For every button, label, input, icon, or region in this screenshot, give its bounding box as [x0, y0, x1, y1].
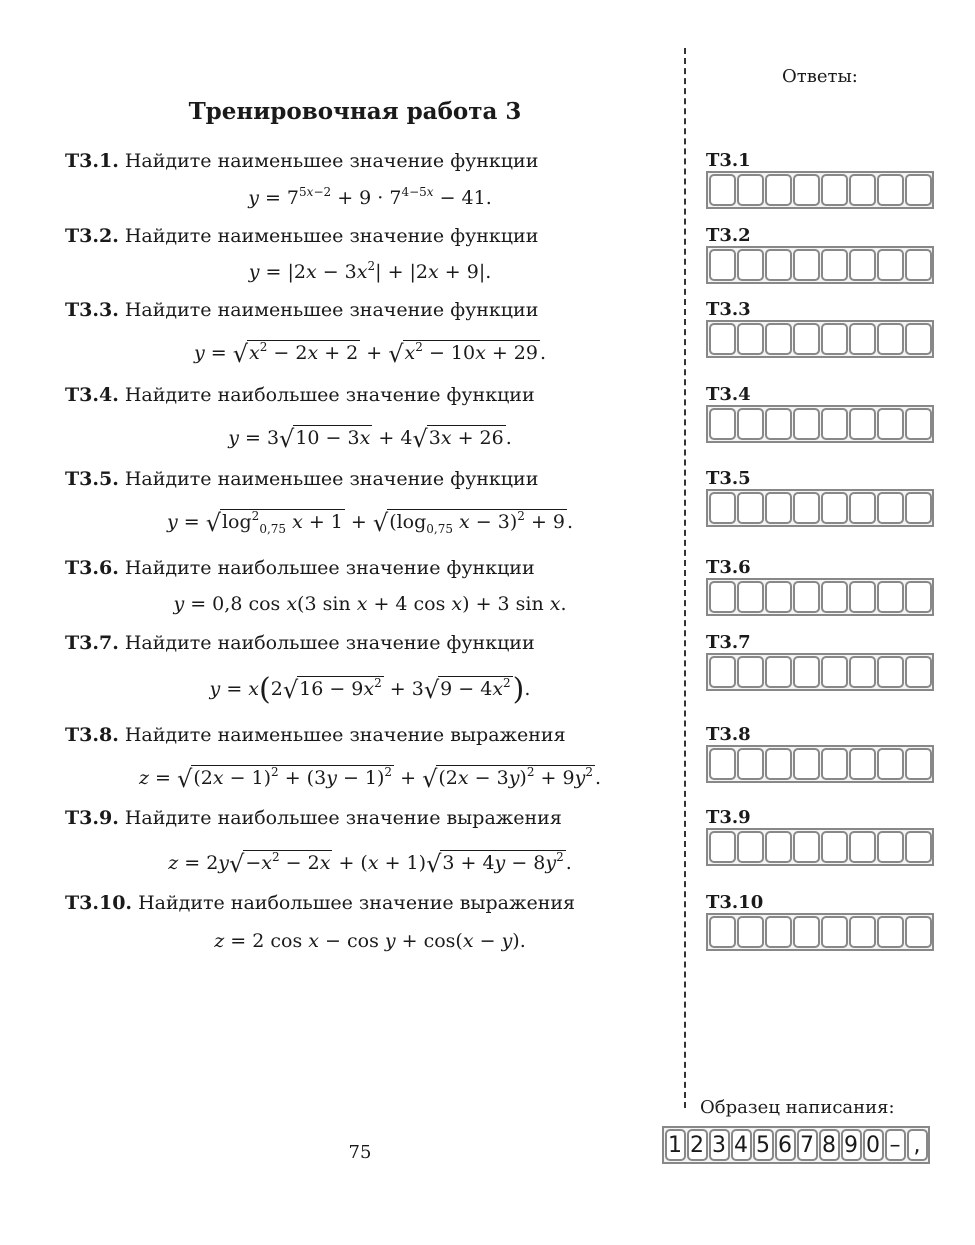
answer-label: Т3.10 — [706, 892, 764, 913]
problem-8 — [65, 723, 675, 793]
answer-cell[interactable] — [709, 831, 736, 863]
answer-cell[interactable] — [877, 656, 904, 688]
formula-10: z = 2 cos x − cos y + cos(x − y). — [214, 930, 526, 952]
answer-cell[interactable] — [849, 249, 876, 281]
answer-cell[interactable] — [709, 408, 736, 440]
answer-label: Т3.4 — [706, 384, 751, 405]
answer-cell[interactable] — [849, 831, 876, 863]
answer-cells[interactable] — [706, 489, 934, 527]
problem-number: Т3.9. — [65, 807, 119, 829]
answer-cells[interactable] — [706, 745, 934, 783]
answer-cell[interactable] — [709, 656, 736, 688]
answer-cell[interactable] — [793, 323, 820, 355]
answer-cell[interactable] — [905, 323, 932, 355]
answer-cell[interactable] — [709, 249, 736, 281]
formula-3: $y = √x^2 - 2x + 2 + √x^2 - 10x + 29$ . — [193, 340, 547, 368]
problem-text: Найдите наименьшее значение функции — [118, 150, 539, 172]
answer-cell[interactable] — [709, 581, 736, 613]
problem-text: Найдите наибольшее значение функции — [118, 632, 535, 654]
problem-10 — [65, 891, 675, 952]
answer-cell[interactable] — [765, 748, 792, 780]
answer-label: Т3.1 — [706, 150, 751, 171]
formula-6: y = 0,8 cos x(3 sin x + 4 cos x) + 3 sin x. — [173, 593, 567, 615]
sample-char: 9 — [841, 1129, 862, 1161]
answer-cell[interactable] — [849, 408, 876, 440]
answer-cell[interactable] — [877, 174, 904, 206]
answer-cell[interactable] — [877, 408, 904, 440]
answer-cell[interactable] — [793, 748, 820, 780]
answer-cell[interactable] — [737, 916, 764, 948]
answer-cell[interactable] — [821, 249, 848, 281]
answer-cell[interactable] — [849, 656, 876, 688]
answer-cell[interactable] — [709, 492, 736, 524]
answer-cell[interactable] — [877, 323, 904, 355]
answer-cells[interactable] — [706, 828, 934, 866]
sample-label: Образец написания: — [700, 1097, 895, 1118]
answer-cell[interactable] — [765, 323, 792, 355]
dashed-divider — [684, 48, 686, 1108]
problem-number: Т3.1. — [65, 150, 119, 172]
answer-block-7 — [706, 634, 934, 691]
answer-cell[interactable] — [709, 323, 736, 355]
answer-cell[interactable] — [793, 916, 820, 948]
answer-cell[interactable] — [737, 581, 764, 613]
answer-cell[interactable] — [821, 492, 848, 524]
problem-text: Найдите наибольшее значение функции — [118, 557, 535, 579]
sample-char: 4 — [731, 1129, 752, 1161]
answer-cell[interactable] — [849, 581, 876, 613]
sample-char: 3 — [709, 1129, 730, 1161]
answer-cell[interactable] — [793, 408, 820, 440]
answers-heading: Ответы: — [782, 66, 858, 87]
sample-char: 2 — [687, 1129, 708, 1161]
answer-cell[interactable] — [793, 492, 820, 524]
answer-block-10 — [706, 894, 934, 951]
answer-cell[interactable] — [905, 408, 932, 440]
problem-9 — [65, 806, 675, 878]
answer-cell[interactable] — [877, 748, 904, 780]
answer-cell[interactable] — [821, 831, 848, 863]
answer-block-4 — [706, 386, 934, 443]
answer-cell[interactable] — [821, 748, 848, 780]
answer-cell[interactable] — [905, 748, 932, 780]
answer-cell[interactable] — [765, 831, 792, 863]
problem-text: Найдите наибольшее значение выражения — [118, 807, 562, 829]
answer-cells[interactable] — [706, 913, 934, 951]
answer-cell[interactable] — [821, 581, 848, 613]
formula-7: $y = x(2√16 - 9x^2 + 3√9 - 4x^2)$. — [209, 672, 531, 707]
sample-writing-strip — [662, 1126, 930, 1164]
problem-number: Т3.2. — [65, 225, 119, 247]
problem-number: Т3.3. — [65, 299, 119, 321]
answer-cell[interactable] — [849, 174, 876, 206]
problem-3 — [65, 298, 675, 368]
sample-char: , — [907, 1129, 928, 1161]
answer-cell[interactable] — [765, 492, 792, 524]
answer-label: Т3.3 — [706, 299, 751, 320]
answer-cell[interactable] — [905, 249, 932, 281]
problem-text: Найдите наименьшее значение функции — [118, 299, 539, 321]
answer-cell[interactable] — [737, 249, 764, 281]
answer-block-2 — [706, 227, 934, 284]
answer-cell[interactable] — [793, 249, 820, 281]
answer-cell[interactable] — [821, 656, 848, 688]
sample-char: 6 — [775, 1129, 796, 1161]
problem-number: Т3.7. — [65, 632, 119, 654]
problem-text: Найдите наименьшее значение функции — [118, 468, 539, 490]
answer-cell[interactable] — [821, 916, 848, 948]
answer-block-8 — [706, 726, 934, 783]
answer-block-1 — [706, 152, 934, 209]
answer-block-6 — [706, 559, 934, 616]
problem-5 — [65, 467, 675, 537]
formula-4: y = 3√10 − 3x + 4√3x + 26 . — [228, 425, 512, 453]
answer-block-5 — [706, 470, 934, 527]
problem-1 — [65, 149, 675, 209]
answer-cell[interactable] — [765, 656, 792, 688]
answer-cell[interactable] — [709, 174, 736, 206]
problem-number: Т3.4. — [65, 384, 119, 406]
problem-4 — [65, 383, 675, 453]
problem-7 — [65, 631, 675, 707]
answer-cell[interactable] — [821, 174, 848, 206]
problem-text: Найдите наименьшее значение выражения — [118, 724, 566, 746]
answer-cells[interactable] — [706, 405, 934, 443]
answer-cells[interactable] — [706, 578, 934, 616]
problem-number: Т3.5. — [65, 468, 119, 490]
problem-number: Т3.6. — [65, 557, 119, 579]
formula-2: $y = |2x - 3x^2| + |2x + 9|$. — [248, 259, 492, 283]
problem-number: Т3.10. — [65, 892, 133, 914]
problem-6 — [65, 556, 675, 615]
answer-cell[interactable] — [877, 492, 904, 524]
answer-cell[interactable] — [905, 831, 932, 863]
answer-cell[interactable] — [793, 831, 820, 863]
answer-cells[interactable] — [706, 246, 934, 284]
answer-cells[interactable] — [706, 320, 934, 358]
answer-cell[interactable] — [905, 492, 932, 524]
answer-cell[interactable] — [737, 323, 764, 355]
answer-label: Т3.8 — [706, 724, 751, 745]
answer-cell[interactable] — [737, 408, 764, 440]
answer-cell[interactable] — [849, 916, 876, 948]
answer-cell[interactable] — [765, 916, 792, 948]
answer-cell[interactable] — [905, 656, 932, 688]
answer-label: Т3.2 — [706, 225, 751, 246]
formula-5: $y = √\log^2_{0,75}$ $x + 1 + √(\log_{0,75}$ x − 3)$^2$ + 9 . — [166, 509, 574, 537]
answer-cell[interactable] — [793, 656, 820, 688]
answer-cell[interactable] — [765, 408, 792, 440]
sample-char: 8 — [819, 1129, 840, 1161]
answer-cell[interactable] — [849, 748, 876, 780]
answer-cell[interactable] — [793, 581, 820, 613]
answer-cell[interactable] — [849, 323, 876, 355]
answer-cell[interactable] — [765, 581, 792, 613]
answer-cell[interactable] — [905, 174, 932, 206]
answer-label: Т3.5 — [706, 468, 751, 489]
answer-cell[interactable] — [765, 174, 792, 206]
answer-cells[interactable] — [706, 653, 934, 691]
answer-block-9 — [706, 809, 934, 866]
answer-cell[interactable] — [793, 174, 820, 206]
answer-cell[interactable] — [821, 408, 848, 440]
answer-cell[interactable] — [737, 174, 764, 206]
page-title: Тренировочная работа 3 — [188, 98, 522, 125]
answer-label: Т3.7 — [706, 632, 751, 653]
answer-cell[interactable] — [849, 492, 876, 524]
answer-cell[interactable] — [905, 581, 932, 613]
sample-char: – — [885, 1129, 906, 1161]
problem-2 — [65, 224, 675, 283]
problem-text: Найдите наименьшее значение функции — [118, 225, 539, 247]
problem-text: Найдите наибольшее значение функции — [118, 384, 535, 406]
answer-cell[interactable] — [709, 748, 736, 780]
problem-number: Т3.8. — [65, 724, 119, 746]
formula-1: $y = 7^{5x-2} + 9 \cdot 7^{4-5x} - 41$. — [248, 185, 492, 209]
sample-char: 5 — [753, 1129, 774, 1161]
answer-cell[interactable] — [877, 249, 904, 281]
answer-cell[interactable] — [765, 249, 792, 281]
answer-cell[interactable] — [877, 581, 904, 613]
sample-char: 0 — [863, 1129, 884, 1161]
answer-cell[interactable] — [737, 492, 764, 524]
sample-char: 1 — [665, 1129, 686, 1161]
formula-9: $z = 2y√-x^2 - 2x + (x + 1)√3 + 4y - 8y^2$ . — [168, 850, 572, 878]
answer-cell[interactable] — [877, 831, 904, 863]
answer-cell[interactable] — [737, 748, 764, 780]
formula-8: $z = √(2x - 1)^2 + (3y - 1)^2 + √(2x - 3y)^2 + 9y^2$ . — [139, 765, 601, 793]
answer-cell[interactable] — [737, 831, 764, 863]
answer-block-3 — [706, 301, 934, 358]
answer-cell[interactable] — [737, 656, 764, 688]
answer-cell[interactable] — [877, 916, 904, 948]
answer-cell[interactable] — [905, 916, 932, 948]
answer-label: Т3.6 — [706, 557, 751, 578]
page-number: 75 — [348, 1142, 372, 1163]
answer-cells[interactable] — [706, 171, 934, 209]
sample-char: 7 — [797, 1129, 818, 1161]
problem-text: Найдите наибольшее значение выражения — [132, 892, 576, 914]
answer-cell[interactable] — [709, 916, 736, 948]
answer-label: Т3.9 — [706, 807, 751, 828]
answer-cell[interactable] — [821, 323, 848, 355]
